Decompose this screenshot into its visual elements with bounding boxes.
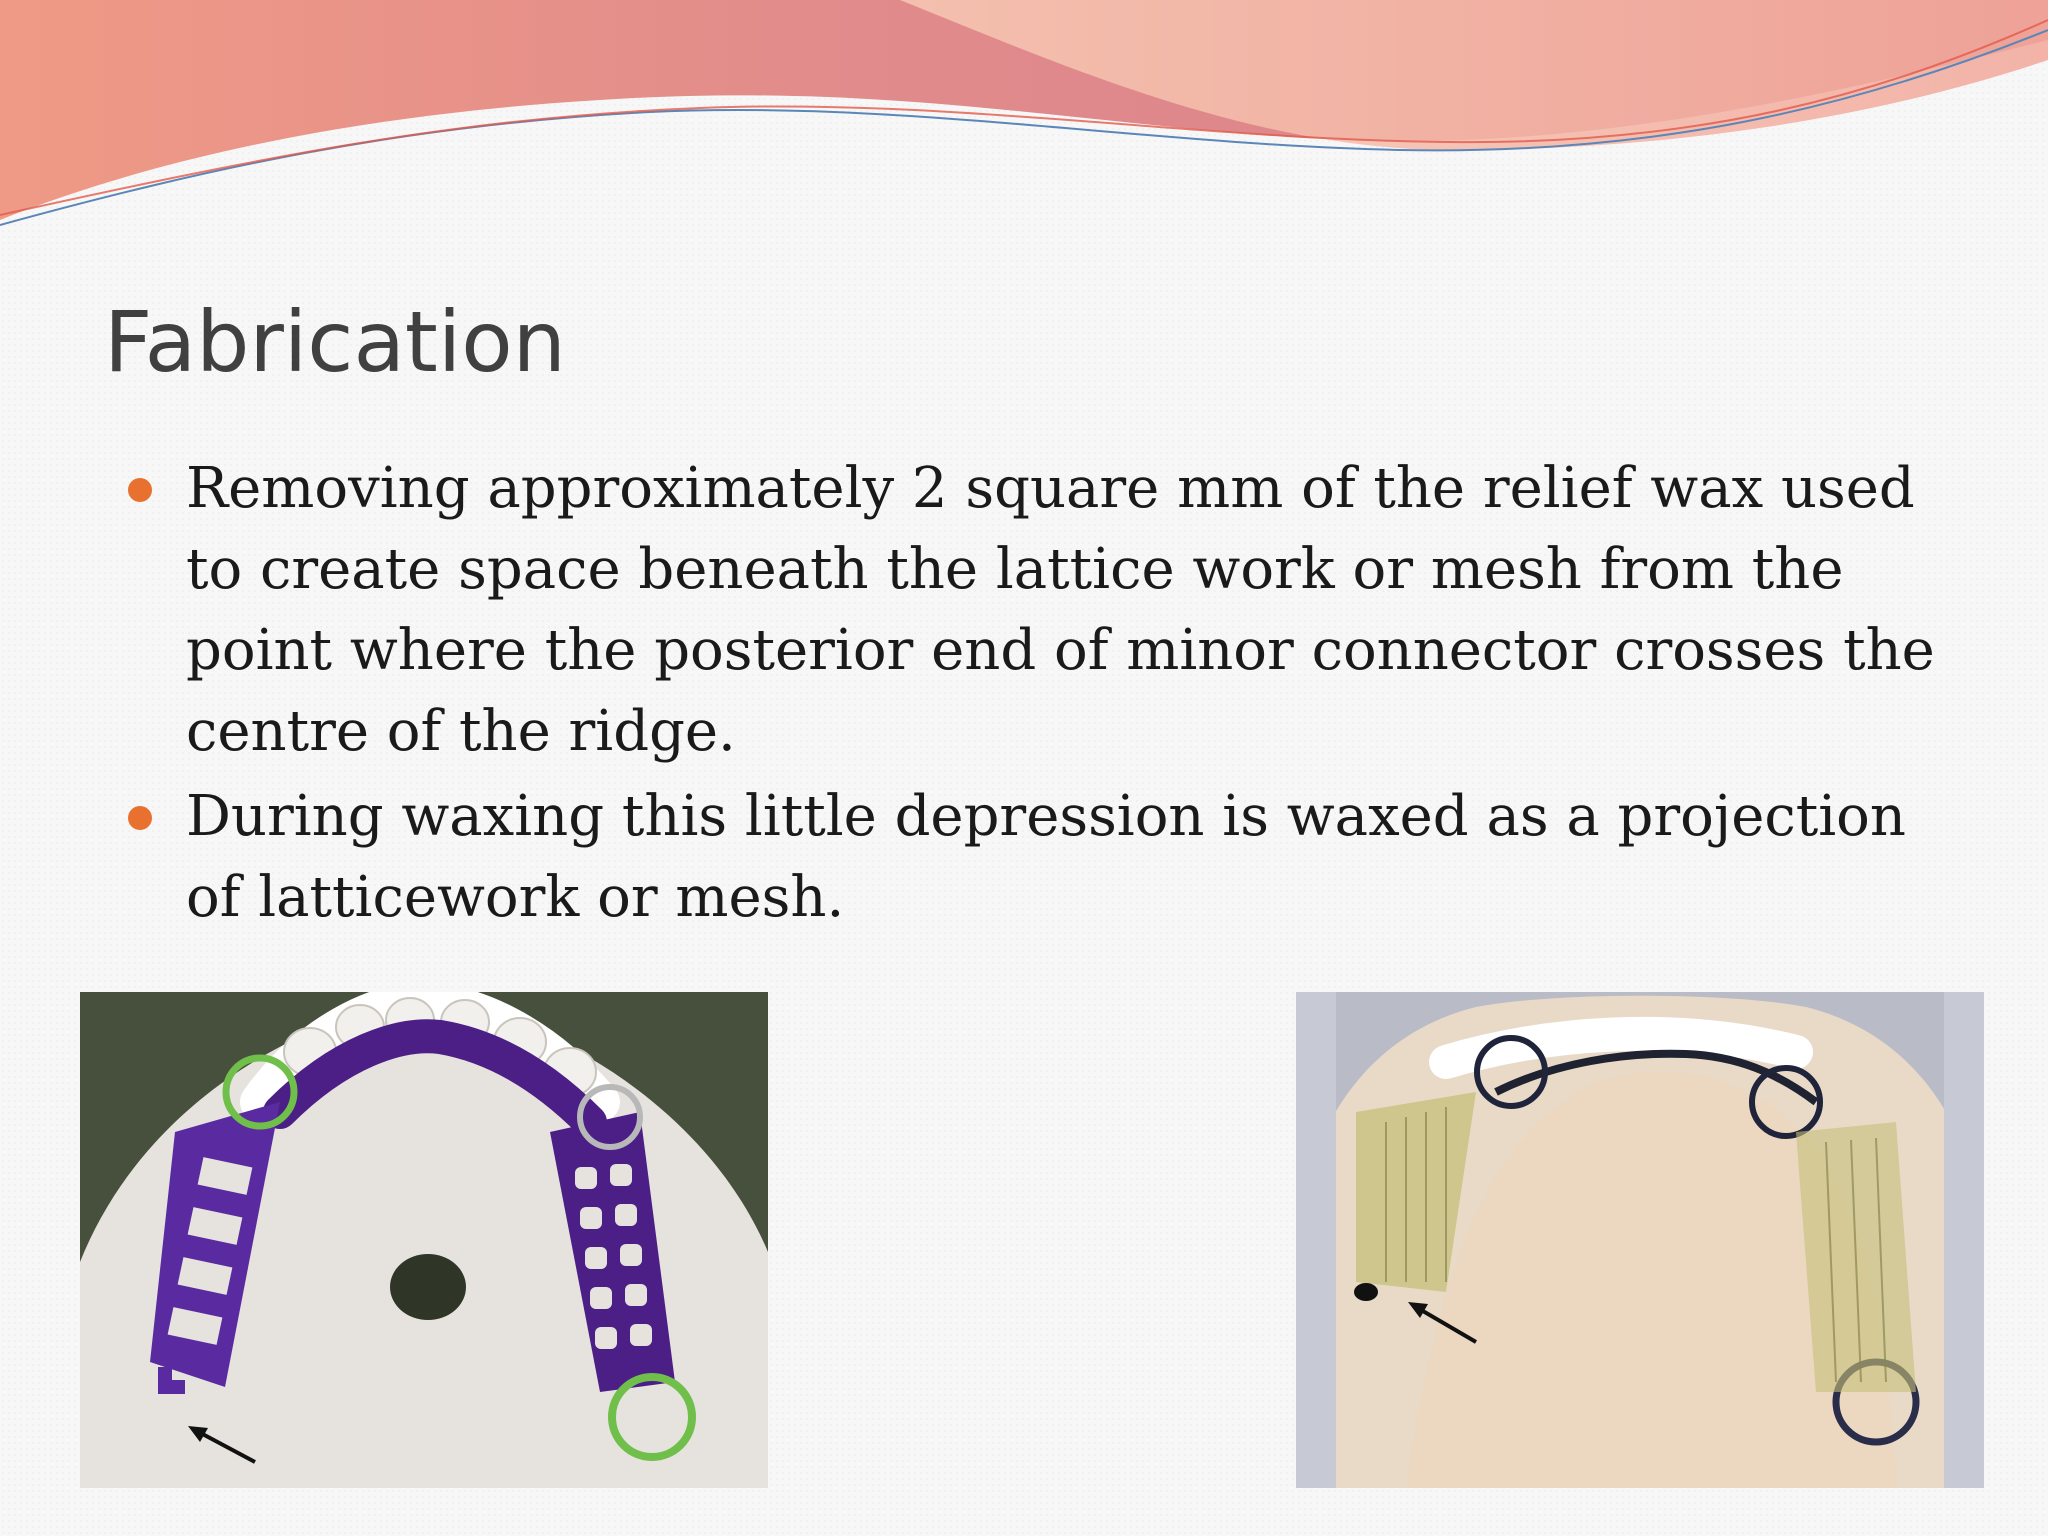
relief-wax-cast-photo [1296,992,1984,1488]
bullet-text: During waxing this little depression is waxed as a projection of latticework or mesh. [186,784,1906,930]
bullet-dot-icon [128,478,152,502]
bullet-list [128,448,1948,942]
waxed-lattice-framework-photo-icon [80,992,768,1488]
slide-title: Fabrication [104,293,566,391]
bullet-text: Removing approximately 2 square mm of the relief wax used to create space beneath the lattice work or mesh from the point where the posterior end of minor connector crosses the centre of the ridge. [186,456,1935,764]
bullet-item [128,776,1948,938]
relief-wax-cast-photo-icon [1296,992,1984,1488]
header-wave-decoration [0,0,2048,240]
bullet-item [128,448,1948,772]
bullet-dot-icon [128,806,152,830]
waxed-lattice-framework-photo [80,992,768,1488]
